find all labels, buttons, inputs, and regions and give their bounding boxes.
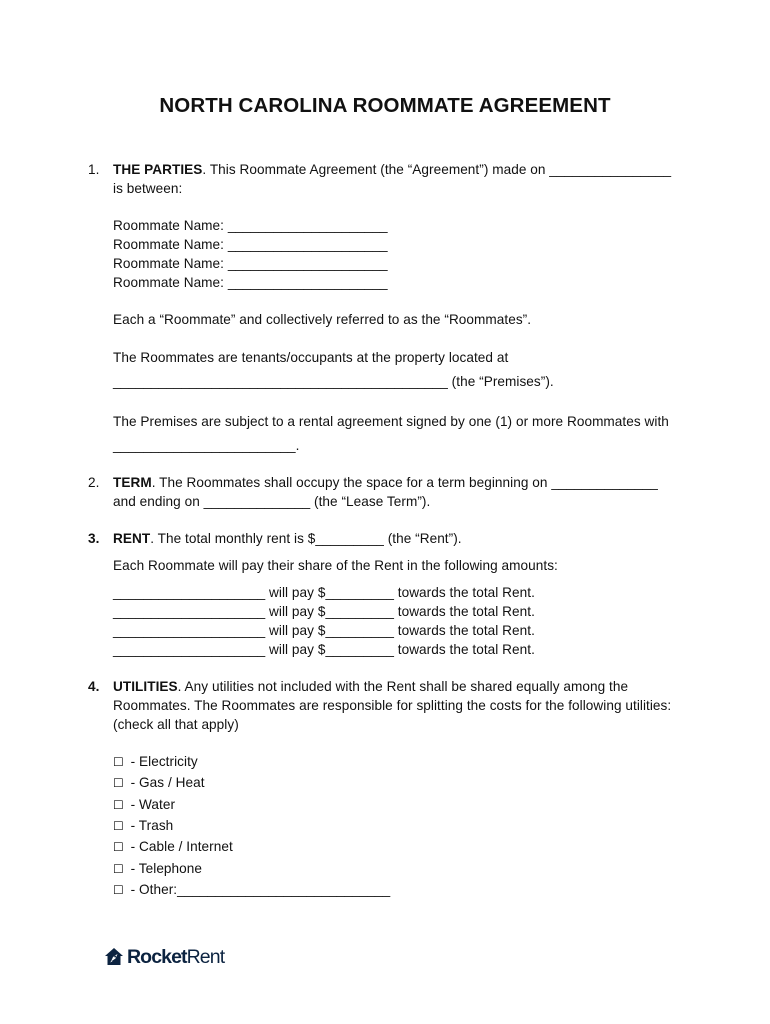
utility-label: - Cable / Internet bbox=[126, 839, 233, 854]
rent-lead: RENT bbox=[113, 531, 151, 546]
utility-label: - Telephone bbox=[126, 861, 202, 876]
checkbox-icon[interactable]: ☐ bbox=[113, 862, 124, 876]
rent-text-1: . The total monthly rent is $_________ (the “Rent”). bbox=[150, 531, 462, 546]
checkbox-icon[interactable]: ☐ bbox=[113, 840, 124, 854]
utility-option-electricity[interactable] bbox=[113, 754, 198, 770]
checkbox-icon[interactable]: ☐ bbox=[113, 798, 124, 812]
roommate-name-line: Roommate Name: _____________________ bbox=[113, 256, 388, 271]
premises-text-2: ____________________________________________ (the “Premises”). bbox=[113, 374, 554, 389]
utility-option-other[interactable] bbox=[113, 882, 390, 898]
rental-agreement-text-2: ________________________. bbox=[113, 438, 300, 453]
rent-payment-line: ____________________ will pay $_________ towards the total Rent. bbox=[113, 642, 535, 657]
term-lead: TERM bbox=[113, 475, 152, 490]
rent-payment-line: ____________________ will pay $_________ towards the total Rent. bbox=[113, 585, 535, 600]
rent-payment-line: ____________________ will pay $_________ towards the total Rent. bbox=[113, 604, 535, 619]
utility-option-gas-heat[interactable] bbox=[113, 775, 205, 791]
roommate-name-line: Roommate Name: _____________________ bbox=[113, 218, 388, 233]
rocketrent-logo bbox=[104, 946, 224, 968]
utility-label: - Water bbox=[126, 797, 176, 812]
roommate-name-line: Roommate Name: _____________________ bbox=[113, 275, 388, 290]
logo-text-bold: Rocket bbox=[127, 946, 187, 968]
checkbox-icon[interactable]: ☐ bbox=[113, 776, 124, 790]
utilities-lead: UTILITIES bbox=[113, 679, 178, 694]
utilities-text-2: Roommates. The Roommates are responsible for splitting the costs for the following utilities: bbox=[113, 698, 672, 713]
rental-agreement-text-1: The Premises are subject to a rental agreement signed by one (1) or more Roommates with bbox=[113, 414, 669, 429]
logo-text-regular: Rent bbox=[186, 946, 225, 968]
parties-lead: THE PARTIES bbox=[113, 162, 203, 177]
term-text-2: and ending on ______________ (the “Lease Term”). bbox=[113, 494, 431, 509]
utility-option-cable-internet[interactable] bbox=[113, 839, 233, 855]
utility-label: - Electricity bbox=[126, 754, 198, 769]
utility-option-trash[interactable] bbox=[113, 818, 173, 834]
parties-text-1: . This Roommate Agreement (the “Agreement”) made on ________________ bbox=[202, 162, 672, 177]
utilities-text-1: . Any utilities not included with the Rent shall be shared equally among the bbox=[177, 679, 629, 694]
parties-line-1 bbox=[113, 162, 671, 178]
rent-share-text: Each Roommate will pay their share of the Rent in the following amounts: bbox=[113, 558, 558, 573]
utility-option-water[interactable] bbox=[113, 797, 175, 813]
utility-label: - Trash bbox=[126, 818, 174, 833]
checkbox-icon[interactable]: ☐ bbox=[113, 883, 124, 897]
utilities-text-3: (check all that apply) bbox=[113, 717, 239, 732]
checkbox-icon[interactable]: ☐ bbox=[113, 755, 124, 769]
term-text-1: . The Roommates shall occupy the space for a term beginning on ______________ bbox=[151, 475, 658, 490]
rent-line-1 bbox=[113, 531, 462, 547]
parties-text-2: is between: bbox=[113, 181, 183, 196]
utility-label: - Gas / Heat bbox=[126, 775, 205, 790]
premises-text-1: The Roommates are tenants/occupants at the property located at bbox=[113, 350, 509, 365]
utilities-line-1 bbox=[113, 679, 628, 695]
utility-option-telephone[interactable] bbox=[113, 861, 202, 877]
section-number-1: 1. bbox=[88, 162, 100, 177]
section-number-3: 3. bbox=[88, 531, 100, 546]
rocket-house-icon bbox=[104, 947, 124, 967]
utility-label: - Other:____________________________ bbox=[126, 882, 391, 897]
term-line-1 bbox=[113, 475, 658, 491]
section-number-4: 4. bbox=[88, 679, 100, 694]
rent-payment-line: ____________________ will pay $_________ towards the total Rent. bbox=[113, 623, 535, 638]
roommate-name-line: Roommate Name: _____________________ bbox=[113, 237, 388, 252]
section-number-2: 2. bbox=[88, 475, 100, 490]
document-title: NORTH CAROLINA ROOMMATE AGREEMENT bbox=[159, 94, 611, 117]
logo-wordmark bbox=[127, 946, 224, 968]
collective-definition: Each a “Roommate” and collectively referred to as the “Roommates”. bbox=[113, 312, 532, 327]
checkbox-icon[interactable]: ☐ bbox=[113, 819, 124, 833]
